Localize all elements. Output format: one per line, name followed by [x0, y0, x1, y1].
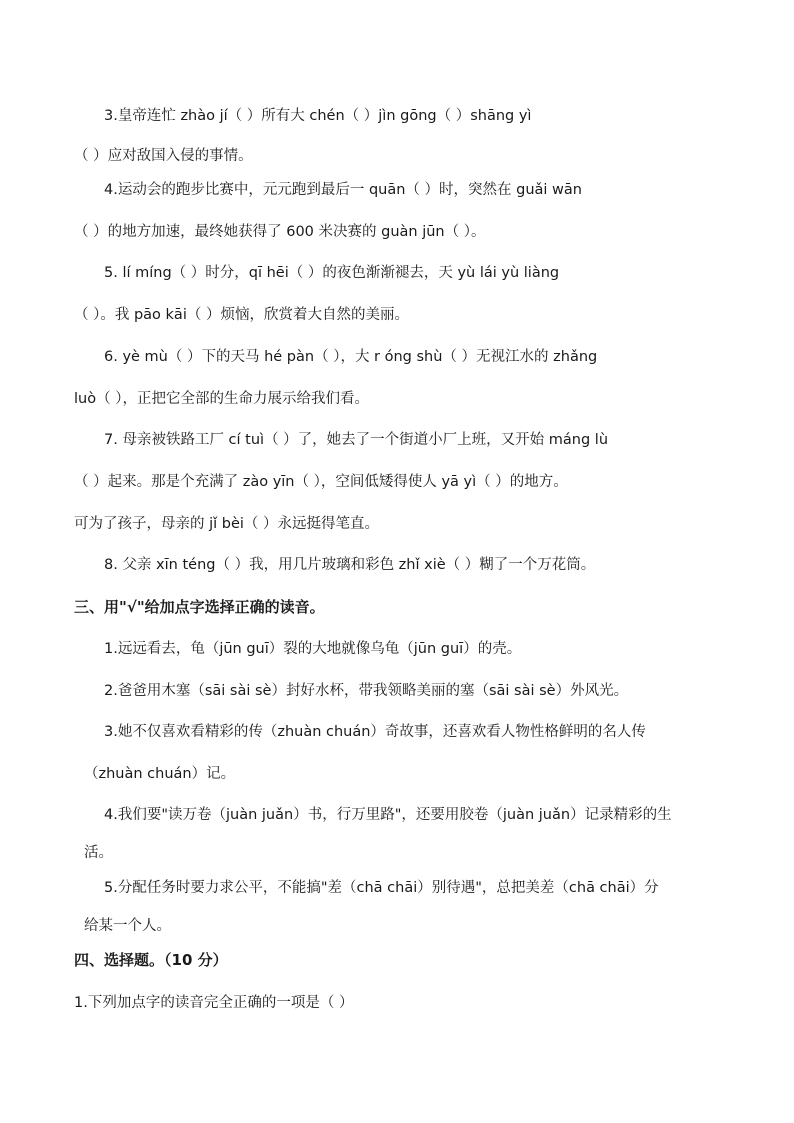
q4-line2: （ ）的地方加速，最终她获得了 600 米决赛的 guàn jūn（ ）。	[74, 224, 486, 240]
q3-line2: （ ）应对敌国入侵的事情。	[74, 148, 253, 164]
section4-heading: 四、选择题。（10 分）	[74, 951, 228, 969]
q7-line3: 可为了孩子，母亲的 jǐ bèi（ ）永远挺得笔直。	[74, 516, 380, 532]
s3-q1: 1.远远看去，龟（jūn guī）裂的大地就像乌龟（jūn guī）的壳。	[104, 641, 522, 657]
s3-q3-line1: 3.她不仅喜欢看精彩的传（zhuàn chuán）奇故事，还喜欢看人物性格鲜明的名人传	[104, 724, 646, 740]
q7-line2: （ ）起来。那是个充满了 zào yīn（ ），空间低矮得使人 yā yì（ ）的地方。	[74, 474, 568, 490]
q6-line1: 6. yè mù（ ）下的天马 hé pàn（ ），大 r óng shù（ ）无视江水的 zhǎng	[104, 349, 598, 365]
q8-line1: 8. 父亲 xīn téng（ ）我，用几片玻璃和彩色 zhǐ xiè（ ）糊了一个万花筒。	[104, 557, 596, 573]
s4-q1: 1.下列加点字的读音完全正确的一项是（ ）	[74, 995, 354, 1011]
s3-q5-line1: 5.分配任务时要力求公平，不能搞"差（chā chāi）别待遇"，总把美差（chā chāi）分	[104, 880, 659, 896]
q5-line2: （ ）。我 pāo kāi（ ）烦恼，欣赏着大自然的美丽。	[74, 307, 409, 323]
q3-line1: 3.皇帝连忙 zhào jí（ ）所有大 chén（ ）jìn gōng（ ）shāng yì	[104, 108, 532, 124]
s3-q4-line2: 活。	[84, 845, 113, 861]
s3-q4-line1: 4.我们要"读万卷（juàn juǎn）书，行万里路"，还要用胶卷（juàn juǎn）记录精彩的生	[104, 807, 672, 823]
q6-line2: luò（ ），正把它全部的生命力展示给我们看。	[74, 391, 369, 407]
section3-heading: 三、用"√"给加点字选择正确的读音。	[74, 598, 325, 616]
q5-line1: 5. lí míng（ ）时分，qī hēi（ ）的夜色渐渐褪去，天 yù lái yù liàng	[104, 265, 560, 281]
s3-q3-line2: （zhuàn chuán）记。	[84, 766, 236, 782]
q7-line1: 7. 母亲被铁路工厂 cí tuì（ ）了，她去了一个街道小厂上班，又开始 máng lù	[104, 432, 609, 448]
s3-q5-line2: 给某一个人。	[84, 918, 171, 934]
q4-line1: 4.运动会的跑步比赛中，元元跑到最后一 quān（ ）时，突然在 guǎi wān	[104, 182, 582, 198]
s3-q2: 2.爸爸用木塞（sāi sài sè）封好水杯，带我领略美丽的塞（sāi sài sè）外风光。	[104, 683, 629, 699]
